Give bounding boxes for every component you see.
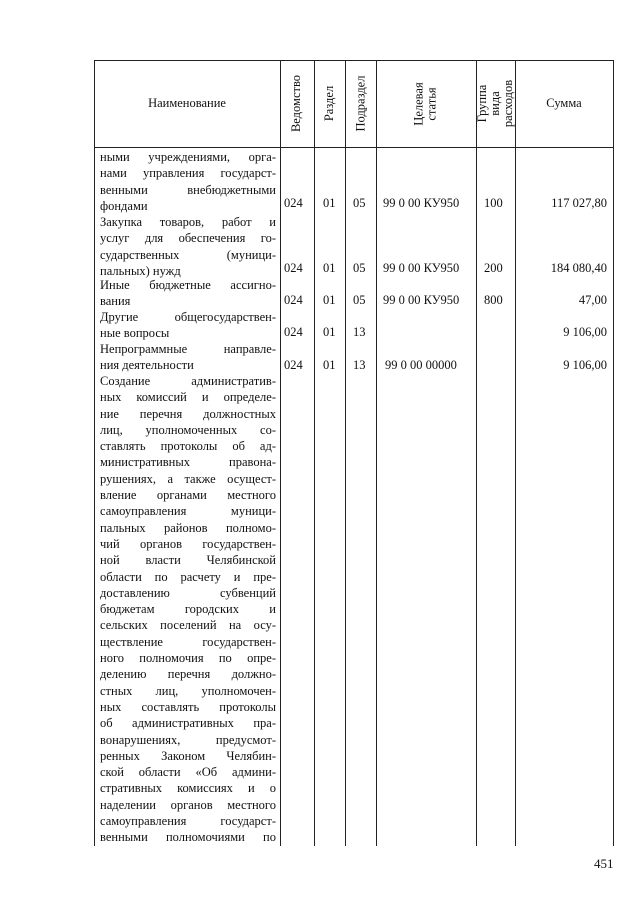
name-line: Закупка товаров, работ и (100, 215, 276, 229)
header-target-cell (376, 60, 476, 147)
header-sum: Сумма (546, 96, 582, 110)
cell-section: 01 (323, 358, 336, 372)
col-border-right (613, 60, 614, 846)
name-line: вонарушениях, предусмот- (100, 732, 276, 747)
cell-group: 200 (484, 261, 503, 275)
name-line: делению перечня должно- (100, 667, 276, 682)
name-line: лиц, уполномоченных со- (100, 422, 276, 437)
cell-section: 01 (323, 293, 336, 307)
header-group-cell (476, 60, 515, 147)
name-line: ние перечня должностных (100, 406, 276, 421)
name-line: пальных) нужд (100, 263, 181, 278)
header-section: Раздел (322, 85, 337, 122)
cell-group: 100 (484, 196, 503, 210)
name-line: об административных пра- (100, 716, 276, 731)
cell-section: 01 (323, 261, 336, 275)
name-line: ния деятельности (100, 358, 194, 373)
name-line: Непрограммные направле- (100, 342, 276, 356)
table-row-name (100, 341, 276, 374)
col-border-left (94, 60, 95, 846)
col-border-subsection (376, 60, 377, 846)
cell-section: 01 (323, 325, 336, 339)
col-border-target (476, 60, 477, 846)
table-row-name (100, 277, 276, 310)
cell-subsection: 13 (353, 358, 366, 372)
name-line: рушениях, а также осущест- (100, 471, 276, 486)
name-line: министративных правона- (100, 455, 276, 470)
name-line: ренных Законом Челябин- (100, 748, 276, 763)
col-border-section (345, 60, 346, 846)
cell-subsection: 13 (353, 325, 366, 339)
cell-dept: 024 (284, 261, 303, 275)
name-line: ществление государствен- (100, 634, 276, 649)
header-expense-group: Группа вида расходов (475, 79, 516, 128)
cell-sum: 47,00 (578, 293, 607, 307)
cell-sum: 184 080,40 (550, 261, 607, 275)
col-border-name (280, 60, 281, 846)
cell-section: 01 (323, 196, 336, 210)
name-line: фондами (100, 198, 148, 213)
cell-subsection: 05 (353, 293, 366, 307)
table-row-name (100, 149, 276, 214)
cell-sum: 9 106,00 (563, 358, 607, 372)
cell-sum: 9 106,00 (563, 325, 607, 339)
header-subsection-cell (345, 60, 376, 147)
cell-sum: 117 027,80 (551, 196, 607, 210)
cell-subsection: 05 (353, 261, 366, 275)
name-line: вление органами местного (100, 488, 276, 503)
name-line: ной власти Челябинской (100, 553, 276, 568)
name-line: Иные бюджетные ассигно- (100, 278, 276, 292)
name-line: самоуправления государст- (100, 814, 276, 829)
name-line: самоуправления муници- (100, 504, 276, 519)
col-border-group (515, 60, 516, 846)
name-line: ные вопросы (100, 326, 170, 341)
cell-group: 800 (484, 293, 503, 307)
header-department-cell (280, 60, 314, 147)
cell-dept: 024 (284, 293, 303, 307)
name-line: услуг для обеспечения го- (100, 231, 276, 246)
name-line: пальных районов полномо- (100, 520, 276, 535)
header-name: Наименование (148, 96, 226, 110)
name-line: области по расчету и пре- (100, 569, 276, 584)
name-line: наделении органов местного (100, 797, 276, 812)
name-line: ской области «Об админи- (100, 765, 276, 780)
name-line: сельских поселений на осу- (100, 618, 276, 633)
name-line: нами управления государст- (100, 166, 276, 181)
cell-target: 99 0 00 КУ950 (383, 196, 460, 210)
header-subsection: Подраздел (353, 75, 367, 132)
col-border-dept (314, 60, 315, 846)
cell-subsection: 05 (353, 196, 366, 210)
page-number: 451 (594, 856, 614, 871)
header-target-article: Целевая статья (412, 81, 439, 126)
name-line: венными внебюджетными (100, 182, 276, 197)
name-line: ного полномочия по опре- (100, 651, 276, 666)
name-line: Создание административ- (100, 374, 276, 388)
name-line: бюджетам городских и (100, 602, 276, 617)
header-department: Ведомство (289, 74, 304, 133)
name-line: ными учреждениями, орга- (100, 150, 276, 164)
cell-dept: 024 (284, 325, 303, 339)
table-row-name (100, 309, 276, 342)
name-line: доставлению субвенций (100, 585, 276, 600)
table-row-name (100, 214, 276, 279)
cell-target: 99 0 00 00000 (385, 358, 457, 372)
name-line: венными полномочиями по (100, 830, 276, 845)
name-line: чий органов государствен- (100, 536, 276, 551)
name-line: сударственных (муници- (100, 247, 276, 262)
cell-dept: 024 (284, 358, 303, 372)
name-line: ных комиссий и определе- (100, 390, 276, 405)
name-line: стративных комиссиях и о (100, 781, 276, 796)
name-line: Другие общегосударствен- (100, 310, 276, 324)
table-row-name (100, 373, 276, 846)
cell-dept: 024 (284, 196, 303, 210)
header-section-cell (314, 60, 345, 147)
cell-target: 99 0 00 КУ950 (383, 261, 460, 275)
name-line: ных составлять протоколы (100, 699, 276, 714)
name-line: стных лиц, уполномочен- (100, 683, 276, 698)
cell-target: 99 0 00 КУ950 (383, 293, 460, 307)
name-line: ставлять протоколы об ад- (100, 439, 276, 454)
header-bottom-border (94, 147, 614, 148)
name-line: вания (100, 294, 131, 309)
